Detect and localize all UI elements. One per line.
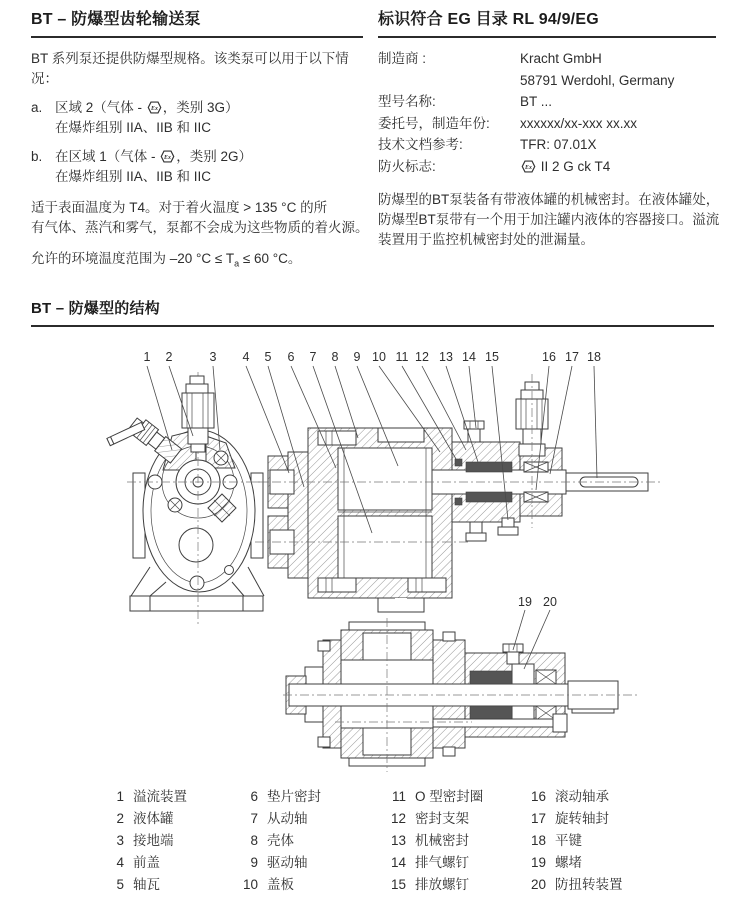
part-label: 6 [287,350,295,364]
ground-terminal [214,451,228,465]
o-ring [455,459,462,466]
page-title: BT – 防爆型齿轮输送泵 [31,11,201,28]
part-label: 15 [485,350,499,364]
section-rule [31,325,714,327]
parts-list-item: 12 密封支架 [390,811,469,826]
title-rule [378,36,716,38]
seal-desc-line: 防爆型的BT泵装备有带液体罐的机械密封。在液体罐处， [378,192,720,207]
intro-paragraph [31,49,363,89]
part-label: 20 [543,595,557,609]
part-label: 4 [242,350,250,364]
parts-list-item: 9 驱动轴 [250,855,308,870]
temp-line: 适于表面温度为 T4。对于着火温度 > 135 °C 的所 [31,200,328,215]
parts-list-item: 18 平键 [530,833,582,848]
list-marker: a. [31,100,43,115]
spec-row-fire-mark [378,156,716,178]
parts-list-item: 13 机械密封 [390,833,469,848]
part-label: 16 [542,350,556,364]
spec-row-model [378,91,716,113]
parts-column-4 [520,786,623,896]
part-label: 17 [565,350,579,364]
zone-a-line2: 在爆炸组别 IIA、IIB 和 IIC [55,120,212,135]
spec-value: Kracht GmbH 58791 Werdohl, Germany [520,51,675,88]
parts-list-item: 7 从动轴 [250,811,308,826]
part-label: 7 [309,350,317,364]
intro-line: 况： [31,71,58,86]
ex-atex-icon [147,101,162,114]
spec-value: TFR: 07.01X [520,137,597,152]
marking-title: 标识符合 EG 目录 RL 94/9/EG [378,11,599,28]
part-label: 9 [353,350,361,364]
ex-atex-icon [521,160,536,173]
svg-text:Ex: Ex [150,105,158,112]
spec-label: 委托号，制造年份: [378,115,490,131]
seal-desc-line: 装置用于监控机械密封处的泄漏量。 [378,232,594,247]
section-view-bottom [283,618,640,772]
parts-list-item: 14 排气螺钉 [390,855,469,870]
parts-list-item: 2 液体罐 [116,811,174,826]
list-marker: b. [31,149,43,164]
spec-label: 技术文档参考: [378,137,463,152]
spec-value: xxxxxx/xx-xxx xx.xx [520,115,637,131]
zone-b-line1: 在区域 1（气体 - Ex ，类别 2G） [55,149,253,164]
parts-column-1 [98,786,187,896]
part-label: 13 [439,350,453,364]
part-label: 10 [372,350,386,364]
part-label: 14 [462,350,476,364]
parts-column-3 [380,786,483,896]
parts-list-item: 6 垫片密封 [250,789,321,804]
structure-section-header [31,297,714,327]
parts-list-item: 8 壳体 [250,833,294,848]
parts-list-item: 20 防扭转装置 [530,877,623,892]
mechanical-seal [466,462,512,472]
part-label: 5 [264,350,272,364]
spec-label: 防火标志: [378,158,436,174]
section-view-top [255,374,660,612]
intro-line: BT 系列泵还提供防爆型规格。该类泵可以用于以下情 [31,51,349,66]
parts-list-item: 19 螺堵 [530,855,582,870]
title-rule [31,36,363,38]
temperature-paragraph [31,198,369,238]
spec-value: Ex II 2 G ck T4 [520,156,610,178]
parts-list-item: 3 接地端 [116,833,174,848]
parts-list-item: 16 滚动轴承 [530,789,609,804]
part-label: 3 [209,350,217,364]
vent-screw [464,421,484,442]
spec-row-order-number [378,113,716,135]
part-label: 11 [395,350,409,364]
ex-atex-icon [160,150,175,163]
svg-text:Ex: Ex [164,154,172,161]
parts-list-item: 1 溢流装置 [116,789,187,804]
temp-line: 有气体、蒸汽和雾气，泵都不会成为这些物质的着火源。 [31,220,369,235]
zone-a-line1: 区域 2（气体 - Ex ，类别 3G） [55,100,239,115]
parts-list-item: 4 前盖 [116,855,160,870]
ambient-temp-line: 允许的环境温度范围为 –20 $^\circ C \le T_a \le 60$ °C。 [31,251,302,269]
ambient-temp-paragraph [31,249,363,274]
spec-row-tech-doc [378,134,716,156]
front-view [107,372,271,624]
spec-value: BT ... [520,94,553,109]
structure-section-title: BT – 防爆型的结构 [31,300,160,317]
parts-list-item: 5 轴瓦 [116,877,160,892]
part-label: 8 [331,350,339,364]
part-label: 1 [143,350,151,364]
right-column [378,6,720,250]
parts-list-item: 15 排放螺钉 [390,877,469,892]
seal-description-paragraph [378,190,720,250]
spec-row-manufacturer [378,48,716,91]
zone-item-a [31,98,363,138]
parts-column-2 [232,786,321,896]
parts-list-item: 10 盖板 [242,877,294,892]
left-column [31,6,369,274]
part-label: 2 [165,350,173,364]
spec-label: 型号名称: [378,94,436,109]
seal-desc-line: 防爆型BT泵带有一个用于加注罐内液体的容器接口。溢流 [378,212,720,227]
zone-item-b [31,147,363,187]
pump-technical-drawing [0,338,744,790]
part-label: 12 [415,350,429,364]
spec-label: 制造商 : [378,51,427,66]
zone-b-line2: 在爆炸组别 IIA、IIB 和 IIC [55,169,212,184]
parts-list-item: 11 O 型密封圈 [391,789,484,804]
part-label: 18 [587,350,601,364]
svg-text:Ex: Ex [525,164,532,171]
part-label: 19 [518,595,532,609]
parts-list-item: 17 旋转轴封 [530,811,609,826]
